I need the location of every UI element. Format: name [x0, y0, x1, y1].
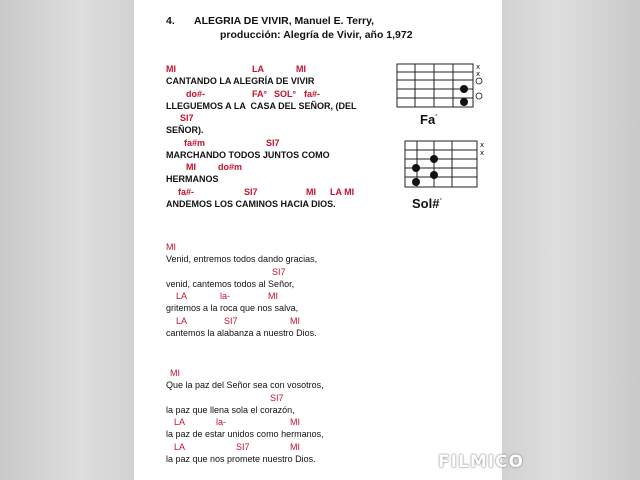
chord-label: MI — [186, 162, 196, 172]
finger-dot — [430, 155, 438, 163]
chord-label: MI — [290, 441, 300, 452]
finger-dot — [412, 164, 420, 172]
chord-label: SI7 — [224, 315, 238, 326]
lyric-line: MARCHANDO TODOS JUNTOS COMO — [166, 149, 330, 160]
svg-text:x: x — [480, 149, 485, 157]
chord-label: FA° — [252, 88, 268, 99]
chord-label: MI — [166, 242, 176, 252]
chord-label: LA — [176, 291, 188, 301]
lyric-line: la paz que llena sola el corazón, — [166, 404, 295, 415]
lyric-line: venid, cantemos todos al Señor, — [166, 278, 295, 289]
finger-dot — [430, 171, 438, 179]
chord-label: MI — [170, 368, 180, 378]
chord-label: LA — [176, 315, 188, 326]
chord-label: MI — [166, 64, 176, 74]
chord-label: SI7 — [266, 137, 280, 148]
chord-label: MI — [296, 64, 306, 74]
lyric-line: gritemos a la roca que nos salva, — [166, 303, 299, 313]
chord-label: fa#- — [304, 88, 321, 99]
chord-label: do#- — [186, 88, 205, 99]
lyric-line: la paz de estar unidos como hermanos, — [166, 429, 324, 439]
chord-label: SI7 — [244, 186, 258, 197]
chord-label: MI — [290, 417, 300, 427]
finger-dot — [460, 98, 468, 106]
chord-label: la- — [216, 417, 227, 427]
chord-chart-sol-sharp-dim — [404, 140, 494, 211]
finger-dot — [460, 85, 468, 93]
chord-label: SI7 — [236, 441, 250, 452]
svg-text:x: x — [476, 70, 481, 78]
chord-label: fa#m — [184, 137, 206, 148]
chord-label: LA — [252, 64, 264, 74]
lyric-line: cantemos la alabanza a nuestro Dios. — [166, 327, 317, 338]
lyric-line: HERMANOS — [166, 174, 219, 184]
chord-label: LA MI — [330, 186, 355, 197]
chord-label: SI7 — [272, 266, 286, 277]
right-blurred-margin — [502, 0, 640, 480]
lyric-line: Venid, entremos todos dando gracias, — [166, 254, 318, 264]
chord-label: SOL° — [274, 88, 297, 99]
song-title-line1: ALEGRIA DE VIVIR, Manuel E. Terry, — [194, 15, 375, 27]
lyric-line: LLEGUEMOS A LA CASA DEL SEÑOR, (DEL — [166, 100, 357, 111]
lyric-line: CANTANDO LA ALEGRÍA DE VIVIR — [166, 76, 315, 86]
chord-label: MI — [306, 186, 316, 197]
chord-label: do#m — [218, 162, 243, 172]
chord-label: la- — [220, 291, 231, 301]
songbook-page — [134, 0, 502, 480]
chord-label: LA — [174, 441, 186, 452]
fretboard-diagram — [396, 62, 486, 112]
svg-text:x: x — [480, 141, 485, 149]
fretboard-diagram — [404, 140, 494, 192]
lyric-line: SEÑOR). — [166, 125, 204, 135]
chord-name-fa: Fa° — [420, 112, 438, 127]
svg-text:x: x — [476, 63, 481, 71]
filmico-watermark: FILMICO — [438, 452, 524, 472]
chord-label: LA — [174, 417, 186, 427]
song-title-line2: producción: Alegría de Vivir, año 1,972 — [220, 29, 413, 41]
chord-label: MI — [290, 315, 300, 326]
song-number: 4. — [166, 15, 175, 27]
chord-label: SI7 — [270, 392, 284, 403]
left-blurred-margin — [0, 0, 134, 480]
chord-label: SI7 — [180, 113, 194, 123]
chord-label: fa#- — [178, 186, 195, 197]
finger-dot — [412, 178, 420, 186]
song-title — [166, 14, 413, 42]
lyric-line: ANDEMOS LOS CAMINOS HACIA DIOS. — [166, 198, 336, 209]
chord-label: MI — [268, 291, 278, 301]
chord-chart-fa-dim — [396, 62, 486, 127]
lyric-line: Que la paz del Señor sea con vosotros, — [166, 380, 324, 390]
chord-name-sol-sharp: Sol#° — [412, 196, 442, 211]
lyric-line: la paz que nos promete nuestro Dios. — [166, 453, 316, 464]
